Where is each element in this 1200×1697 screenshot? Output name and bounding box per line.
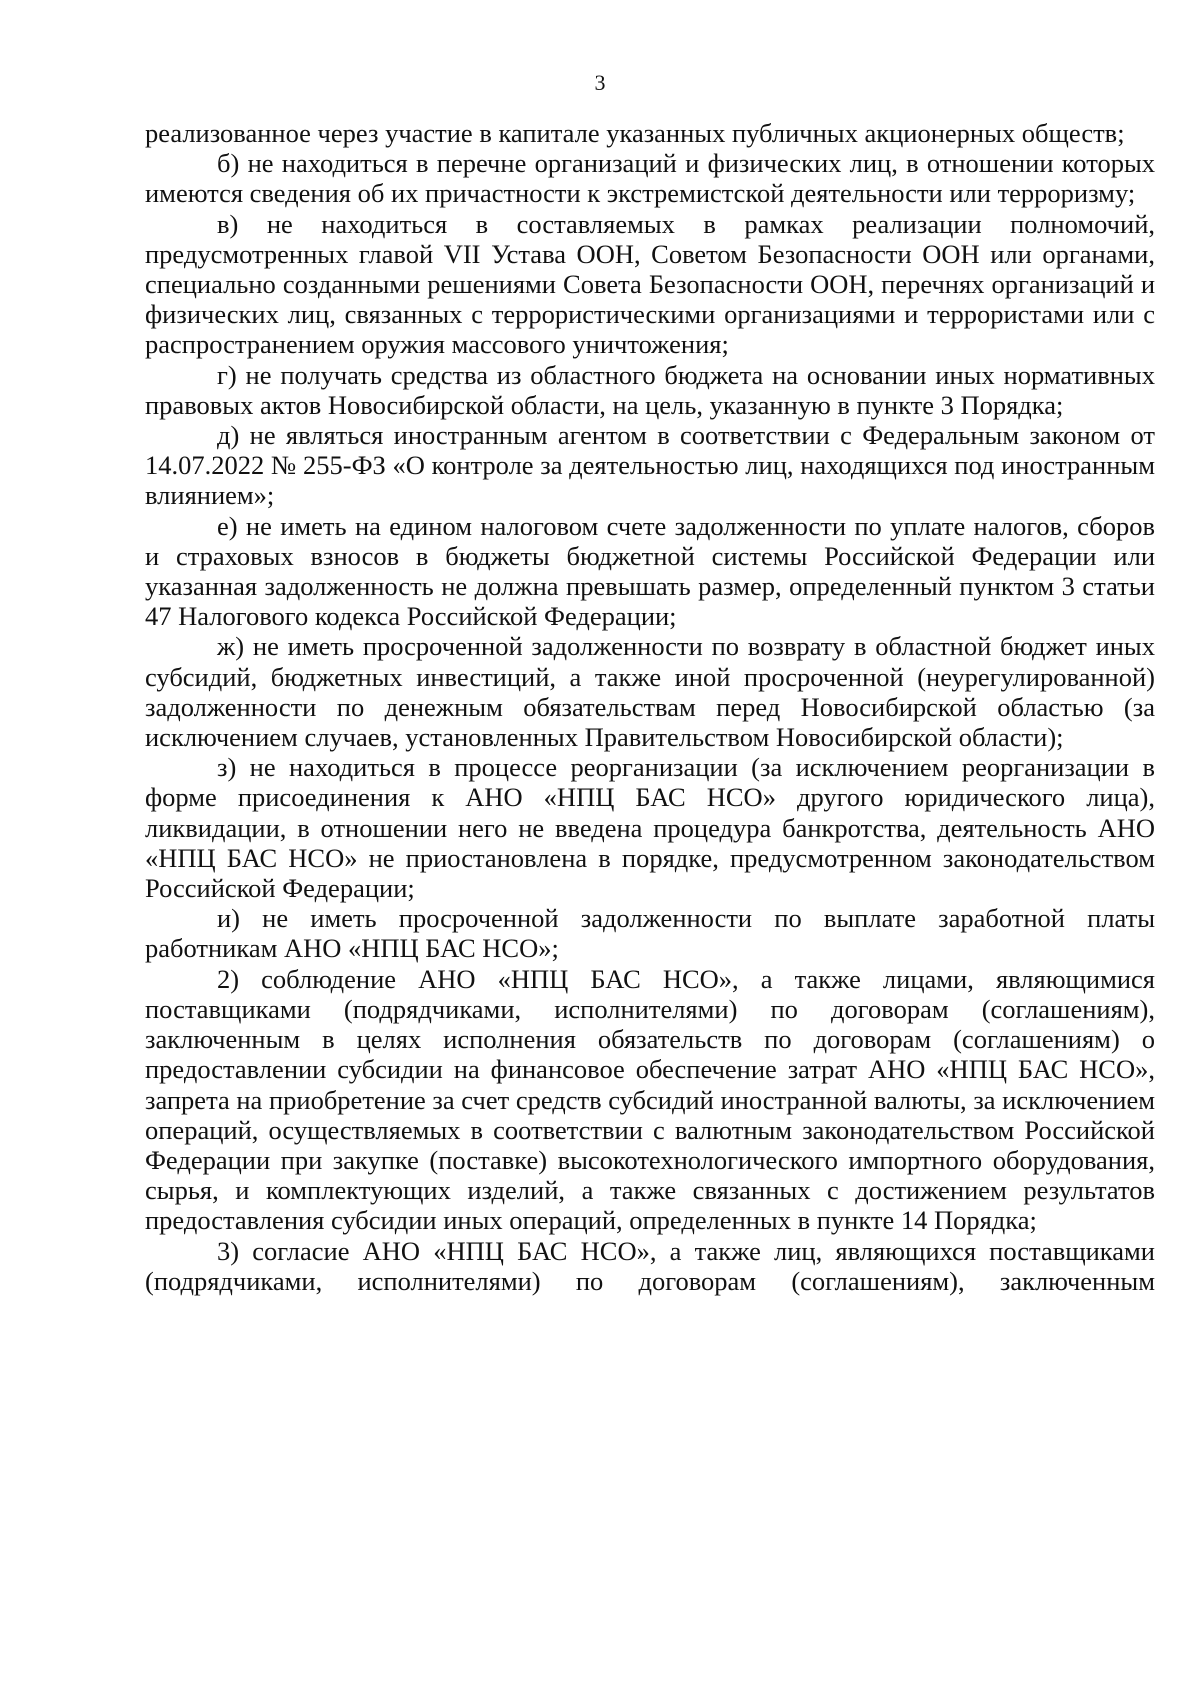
paragraph-g: г) не получать средства из областного бюджета на основании иных нормативных правовых актов Новосибирской области, на цель, указанную в пункте 3 Порядка; <box>145 359 1155 420</box>
paragraph-i: и) не иметь просроченной задолженности по выплате заработной платы работникам АНО «НПЦ БАС НСО»; <box>145 903 1155 964</box>
paragraph-b: б) не находиться в перечне организаций и физических лиц, в отношении которых имеются сведения об их причастности к экстремистской деятельности или терроризму; <box>145 148 1155 209</box>
paragraph-d: д) не являться иностранным агентом в соответствии с Федеральным законом от 14.07.2022 № 255-ФЗ «О контроле за деятельностью лиц, находящихся под иностранным влиянием»; <box>145 420 1155 511</box>
paragraph-continuation: реализованное через участие в капитале указанных публичных акционерных обществ; <box>145 118 1125 148</box>
paragraph-item-2: 2) соблюдение АНО «НПЦ БАС НСО», а также лицами, являющимися поставщиками (подрядчиками, исполнителями) по договорам (соглашениям), заключенным в целях исполнения обязательств по договорам (соглашениям) о предоставлении субсидии на финансовое обеспечение затрат АНО «НПЦ БАС НСО», запрета на приобретение за счет средств субсидий иностранной валюты, за исключением операций, осуществляемых в соответствии с валютным законодательством Российской Федерации при закупке (поставке) высокотехнологического импортного оборудования, сырья, и комплектующих изделий, а также связанных с достижением результатов предоставления субсидии иных операций, определенных в пункте 14 Порядка; <box>145 963 1155 1236</box>
paragraph-v: в) не находиться в составляемых в рамках реализации полномочий, предусмотренных главой VII Устава ООН, Советом Безопасности ООН или органами, специально созданными решениями Совета Безопасности ООН, перечнях организаций и физических лиц, связанных с террористическими организациями и террористами или с распространением оружия массового уничтожения; <box>145 208 1155 360</box>
paragraph-e: е) не иметь на едином налоговом счете задолженности по уплате налогов, сборов и страховых взносов в бюджеты бюджетной системы Российской Федерации или указанная задолженность не должна превышать размер, определенный пунктом 3 статьи 47 Налогового кодекса Российской Федерации; <box>145 510 1155 632</box>
document-body <box>145 118 1155 1296</box>
paragraph-zh: ж) не иметь просроченной задолженности по возврату в областной бюджет иных субсидий, бюджетных инвестиций, а также иной просроченной (неурегулированной) задолженности по денежным обязательствам перед Новосибирской областью (за исключением случаев, установленных Правительством Новосибирской области); <box>145 631 1155 753</box>
paragraph-item-3: 3) согласие АНО «НПЦ БАС НСО», а также лиц, являющихся поставщиками (подрядчиками, исполнителями) по договорам (соглашениям), заключенным <box>145 1235 1155 1296</box>
paragraph-z: з) не находиться в процессе реорганизации (за исключением реорганизации в форме присоединения к АНО «НПЦ БАС НСО» другого юридического лица), ликвидации, в отношении него не введена процедура банкротства, деятельность АНО «НПЦ БАС НСО» не приостановлена в порядке, предусмотренном законодательством Российской Федерации; <box>145 752 1155 904</box>
page-number: 3 <box>594 70 606 95</box>
